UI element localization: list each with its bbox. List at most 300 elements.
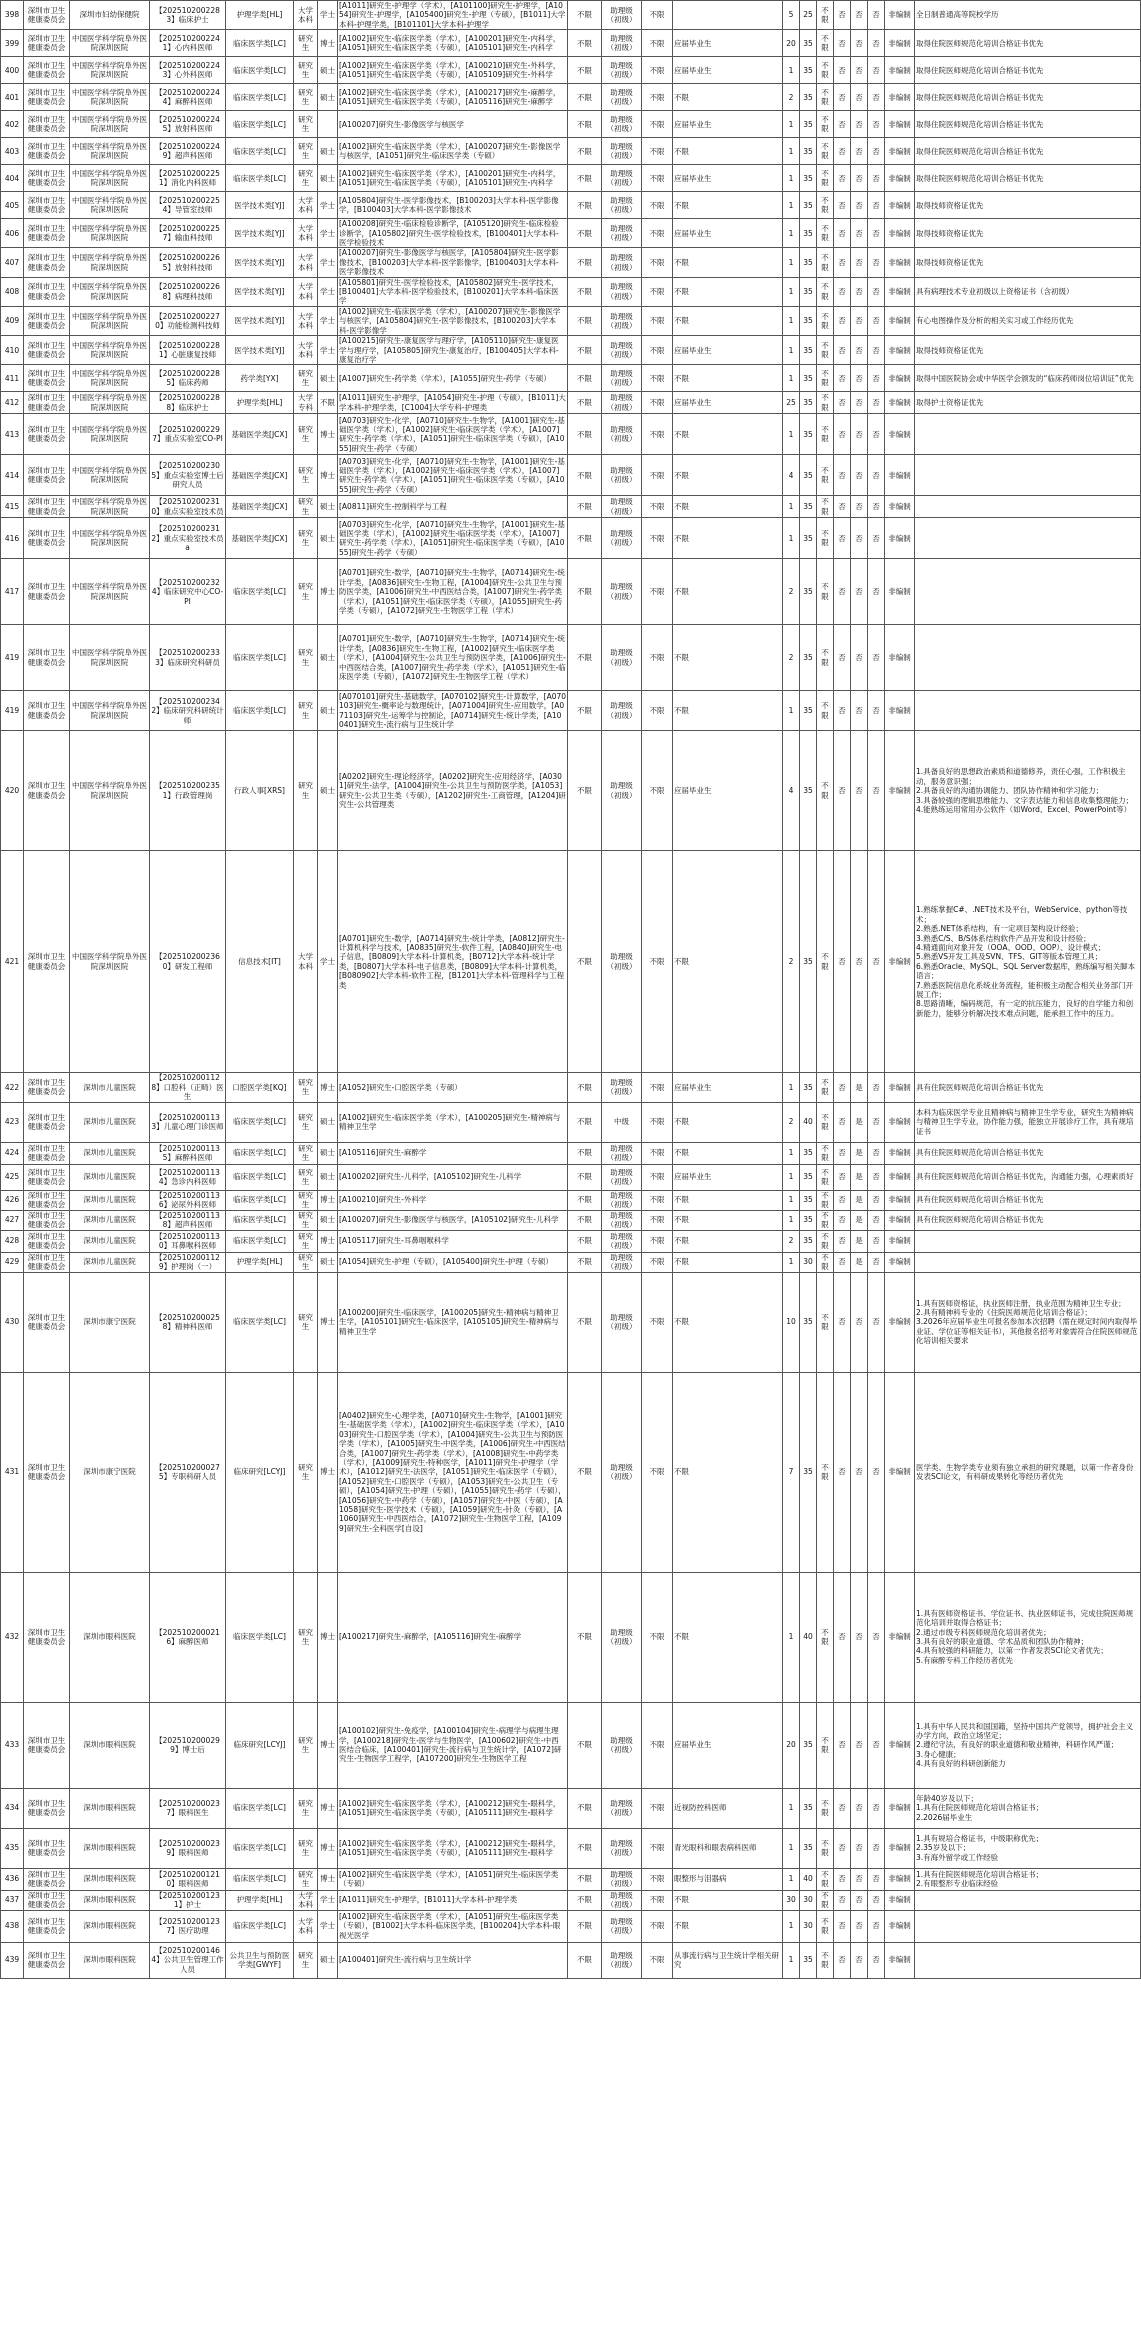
education-cell: 大学本科 [294,1910,318,1942]
other-requirements-cell: 1.熟练掌握C#、.NET技术及平台，WebService、python等技术； 2.熟悉.NET体系结构，有一定项目架构设计经验； 3.熟悉C/S、B/S体系结构软件产品开发和设计经验； 4.精通面向对象开发（OOA、OOD、OOP）、设计模式； 5.熟悉VS开发工具及SVN、TFS、GIT等版本管理工具； 6.熟悉Oracle、MySQL、SQL Server数据库，熟练编写相关脚本语言； 7.熟悉医院信息化系统业务流程，能积极主动配合相关业务部门开展工作； 8.思路清晰，编码规范，有一定的抗压能力，良好的自学能力和创新能力，能够分析解决技术难点问题，能承担工作中的压力。 [915,851,1141,1073]
gender-cell: 不限 [817,138,834,165]
major-requirement-cell: [A070101]研究生-基础数学，[A070102]研究生-计算数学，[A070103]研究生-概率论与数理统计，[A071004]研究生-应用数学，[A071103]研究生-运筹学与控制论，[A0714]研究生-统计学类，[A100401]研究生-流行病与卫生统计学 [339,692,567,730]
table-row [1,496,1141,518]
degree-cell: 博士 [318,455,338,496]
headcount-cell: 1 [783,414,800,455]
employer-cell: 中国医学科学院阜外医院深圳医院 [70,165,150,192]
title-level-cell: 助理级（初级） [602,625,642,691]
condition-3-cell: 否 [868,84,885,111]
degree-cell: 学士 [318,1910,338,1942]
age-limit-cell: 不限 [568,691,602,731]
condition-1-cell: 否 [834,1910,851,1942]
condition-2-cell: 否 [851,1868,868,1890]
candidate-source-cell: 应届毕业生 [673,165,783,192]
candidate-source-cell: 不限 [673,1142,783,1164]
other-requirements-cell [915,1910,1141,1942]
degree-cell: 硕士 [318,496,338,518]
gender-cell: 不限 [817,1210,834,1230]
title-level-cell: 助理级（初级） [602,219,642,248]
department-cell: 深圳市卫生健康委员会 [24,1142,70,1164]
age-limit-cell: 不限 [568,1073,602,1102]
row-number-cell: 417 [1,559,24,625]
max-age-cell: 30 [800,1252,817,1272]
gender-cell: 不限 [817,1572,834,1702]
candidate-source-cell: 不限 [673,518,783,559]
condition-3-cell: 否 [868,1828,885,1868]
table-row [1,1272,1141,1372]
max-age-cell: 35 [800,455,817,496]
condition-3-cell: 否 [868,248,885,277]
condition-3-cell: 否 [868,219,885,248]
position-category-cell: 医学技术类[YJ] [226,192,294,219]
title-level-cell: 助理级（初级） [602,84,642,111]
condition-3-cell: 否 [868,851,885,1073]
position-category-cell: 临床医学类[LC] [226,1142,294,1164]
row-number-cell: 424 [1,1142,24,1164]
condition-1-cell: 否 [834,111,851,138]
condition-1-cell: 否 [834,1230,851,1252]
gender-cell: 不限 [817,1890,834,1910]
department-cell: 深圳市卫生健康委员会 [24,1073,70,1102]
age-limit-cell: 不限 [568,1572,602,1702]
position-category-cell: 基础医学类[JCX] [226,496,294,518]
gender-cell: 不限 [817,84,834,111]
max-age-cell: 40 [800,1102,817,1142]
position-category-cell: 护理学类[HL] [226,1252,294,1272]
staffing-type-cell: 非编制 [885,165,915,192]
education-cell: 研究生 [294,1164,318,1190]
major-requirement-cell: [A1011]研究生-护理学（学术），[A101100]研究生-护理学，[A1054]研究生-护理学，[A105400]研究生-护理（专硕），[B1011]大学本科-护理学类，[B101101]大学本科-护理学 [338,1,568,30]
title-level-cell: 助理级（初级） [602,1190,642,1210]
education-cell: 大学本科 [294,1,318,30]
education-cell: 研究生 [294,1252,318,1272]
condition-1-cell: 否 [834,1272,851,1372]
other-requirements-cell: 具有病理技术专业初级以上资格证书（含初级） [915,277,1141,306]
max-age-cell: 35 [800,414,817,455]
other-requirements-cell: 具有住院医师规范化培训合格证书优先 [915,1210,1141,1230]
education-cell: 研究生 [294,455,318,496]
position-code-cell: 【2025102000239】眼科医师 [150,1828,226,1868]
age-limit-cell: 不限 [568,496,602,518]
title-level-cell: 助理级（初级） [602,1372,642,1572]
row-number-cell: 421 [1,851,24,1073]
age-limit-cell: 不限 [568,1702,602,1788]
headcount-cell: 25 [783,392,800,414]
staffing-type-cell: 非编制 [885,1,915,30]
position-code-cell: 【2025102002249】超声科医师 [150,138,226,165]
experience-cell: 不限 [642,84,673,111]
row-number-cell: 419 [1,625,24,691]
gender-cell: 不限 [817,219,834,248]
other-requirements-cell: 全日制普通高等院校学历 [915,1,1141,30]
condition-2-cell: 是 [851,1142,868,1164]
position-category-cell: 临床研究[LCYJ] [226,1372,294,1572]
row-number-cell: 429 [1,1252,24,1272]
gender-cell: 不限 [817,691,834,731]
staffing-type-cell: 非编制 [885,691,915,731]
staffing-type-cell: 非编制 [885,1164,915,1190]
title-level-cell: 助理级（初级） [602,559,642,625]
department-cell: 深圳市卫生健康委员会 [24,138,70,165]
degree-cell: 博士 [318,1372,338,1572]
department-cell: 深圳市卫生健康委员会 [24,1910,70,1942]
other-requirements-cell [915,1942,1141,1978]
condition-1-cell: 否 [834,30,851,57]
position-category-cell: 行政人事[XRS] [226,731,294,851]
degree-cell: 硕士 [318,518,338,559]
row-number-cell: 419 [1,691,24,731]
staffing-type-cell: 非编制 [885,851,915,1073]
education-cell: 研究生 [294,691,318,731]
employer-cell: 中国医学科学院阜外医院深圳医院 [70,192,150,219]
staffing-type-cell: 非编制 [885,1890,915,1910]
staffing-type-cell: 非编制 [885,414,915,455]
major-requirement-cell: [A0703]研究生-化学，[A0710]研究生-生物学，[A1001]研究生-基础医学类（学术），[A1002]研究生-临床医学类（学术），[A1007]研究生-药学类（学术），[A1051]研究生-临床医学类（专硕），[A1055]研究生-药学（专硕） [338,455,568,496]
employer-cell: 中国医学科学院阜外医院深圳医院 [70,414,150,455]
degree-cell: 硕士 [318,84,338,111]
position-code-cell: 【2025102000299】博士后 [150,1702,226,1788]
degree-cell: 学士 [318,1,338,30]
education-cell: 研究生 [294,559,318,625]
department-cell: 深圳市卫生健康委员会 [24,165,70,192]
experience-cell: 不限 [642,392,673,414]
staffing-type-cell: 非编制 [885,392,915,414]
education-cell: 研究生 [294,625,318,691]
employer-cell: 中国医学科学院阜外医院深圳医院 [70,306,150,335]
age-limit-cell: 不限 [568,277,602,306]
row-number-cell: 436 [1,1868,24,1890]
education-cell: 研究生 [294,1572,318,1702]
staffing-type-cell: 非编制 [885,1828,915,1868]
headcount-cell: 1 [783,1073,800,1102]
age-limit-cell: 不限 [568,306,602,335]
degree-cell: 硕士 [318,1164,338,1190]
employer-cell: 深圳市眼科医院 [70,1868,150,1890]
title-level-cell: 助理级（初级） [602,1073,642,1102]
employer-cell: 深圳市儿童医院 [70,1164,150,1190]
position-category-cell: 临床医学类[LC] [226,165,294,192]
experience-cell: 不限 [642,1190,673,1210]
other-requirements-cell: 医学类、生物学类专业须有独立承担的研究课题，以第一作者身份发表SCI论文，有科研成果转化等经历者优先 [915,1372,1141,1572]
age-limit-cell: 不限 [568,1868,602,1890]
position-category-cell: 临床医学类[LC] [226,1572,294,1702]
employer-cell: 深圳市眼科医院 [70,1788,150,1828]
position-category-cell: 临床医学类[LC] [226,625,294,691]
candidate-source-cell: 应届毕业生 [673,57,783,84]
headcount-cell: 5 [783,1,800,30]
title-level-cell: 助理级（初级） [602,57,642,84]
degree-cell: 硕士 [318,1942,338,1978]
staffing-type-cell: 非编制 [885,336,915,365]
headcount-cell: 1 [783,1190,800,1210]
experience-cell: 不限 [642,1788,673,1828]
experience-cell: 不限 [642,455,673,496]
headcount-cell: 1 [783,1942,800,1978]
table-row [1,1073,1141,1102]
staffing-type-cell: 非编制 [885,1102,915,1142]
gender-cell: 不限 [817,165,834,192]
position-code-cell: 【2025102001464】公共卫生管理工作人员 [150,1942,226,1978]
headcount-cell: 1 [783,277,800,306]
other-requirements-cell: 取得技师资格证优先 [915,248,1141,277]
table-row [1,559,1141,625]
headcount-cell: 4 [783,455,800,496]
other-requirements-cell: 1.具有规培合格证书，中级职称优先； 2.35岁及以下； 3.有海外留学或工作经验 [915,1828,1141,1868]
gender-cell: 不限 [817,336,834,365]
major-requirement-cell: [A1002]研究生-临床医学类（学术），[A100210]研究生-外科学，[A1051]研究生-临床医学类（专硕），[A105109]研究生-外科学 [338,57,568,84]
major-requirement-cell: [A0811]研究生-控制科学与工程 [338,496,568,518]
gender-cell: 不限 [817,1102,834,1142]
major-requirement-cell: [A0402]研究生-心理学类，[A0710]研究生-生物学，[A1001]研究生-基础医学类（学术），[A1002]研究生-临床医学类（学术），[A1003]研究生-口腔医学类（学术），[A1004]研究生-公共卫生与预防医学类（学术），[A1005]研究生-中医学类，[A1006]研究生-中西医结合类，[A1007]研究生-药学类（学术），[A1008]研究生-中药学类（学术），[A1009]研究生-特种医学，[A1011]研究生-护理学（学术），[A1012]研究生-法医学，[A1051]研究生-临床医学（专硕），[A1052]研究生-口腔医学（专硕），[A1053]研究生-公共卫生（专硕），[A1054]研究生-护理（专硕），[A1055]研究生-药学（专硕），[A1056]研究生-中药学（专硕），[A1057]研究生-中医（专硕），[A1058]研究生-医学技术（专硕），[A1059]研究生-针灸（专硕），[A1060]研究生-中西医结合，[A1072]研究生-生物医学工程，[A1099]研究生-全科医学[自设] [338,1372,568,1572]
education-cell: 研究生 [294,1702,318,1788]
major-requirement-cell: [A1011]研究生-护理学，[B1011]大学本科-护理学类 [338,1890,568,1910]
max-age-cell: 35 [800,192,817,219]
candidate-source-cell: 不限 [673,1230,783,1252]
education-cell: 研究生 [294,57,318,84]
degree-cell: 硕士 [318,165,338,192]
age-limit-cell: 不限 [568,1102,602,1142]
max-age-cell: 35 [800,392,817,414]
candidate-source-cell: 不限 [673,1252,783,1272]
candidate-source-cell: 不限 [673,1572,783,1702]
candidate-source-cell: 不限 [673,248,783,277]
experience-cell: 不限 [642,496,673,518]
table-row [1,414,1141,455]
department-cell: 深圳市卫生健康委员会 [24,1572,70,1702]
position-category-cell: 基础医学类[JCX] [226,518,294,559]
department-cell: 深圳市卫生健康委员会 [24,111,70,138]
table-row [1,1142,1141,1164]
age-limit-cell: 不限 [568,138,602,165]
headcount-cell: 2 [783,1230,800,1252]
condition-2-cell: 否 [851,1702,868,1788]
major-requirement-cell: [A1054]研究生-护理（专硕），[A105400]研究生-护理（专硕） [338,1252,568,1272]
title-level-cell: 助理级（初级） [602,1272,642,1372]
experience-cell: 不限 [642,248,673,277]
condition-3-cell: 否 [868,1702,885,1788]
experience-cell: 不限 [642,111,673,138]
position-category-cell: 临床医学类[LC] [226,559,294,625]
other-requirements-cell: 取得住院医师规范化培训合格证书优先 [915,165,1141,192]
condition-1-cell: 否 [834,1210,851,1230]
position-code-cell: 【2025102001129】护理岗（一） [150,1252,226,1272]
candidate-source-cell: 应届毕业生 [673,392,783,414]
degree-cell: 硕士 [318,1210,338,1230]
table-row [1,1210,1141,1230]
employer-cell: 深圳市儿童医院 [70,1102,150,1142]
employer-cell: 中国医学科学院阜外医院深圳医院 [70,731,150,851]
title-level-cell: 助理级（初级） [602,165,642,192]
position-code-cell: 【2025102002241】心内科医师 [150,30,226,57]
title-level-cell: 助理级（初级） [602,30,642,57]
other-requirements-cell: 取得护士资格证优先 [915,392,1141,414]
position-category-cell: 护理学类[HL] [226,1890,294,1910]
headcount-cell: 1 [783,1210,800,1230]
condition-2-cell: 是 [851,1252,868,1272]
max-age-cell: 35 [800,731,817,851]
other-requirements-cell: 有心电图操作及分析的相关实习或工作经历优先 [915,306,1141,335]
degree-cell: 博士 [318,1868,338,1890]
staffing-type-cell: 非编制 [885,496,915,518]
table-row [1,1572,1141,1702]
condition-3-cell: 否 [868,518,885,559]
position-code-cell: 【2025102002283】临床护士 [150,1,226,30]
title-level-cell: 助理级（初级） [602,1702,642,1788]
condition-2-cell: 否 [851,1890,868,1910]
position-code-cell: 【2025102002310】重点实验室技术员 [151,497,224,516]
experience-cell: 不限 [642,165,673,192]
gender-cell: 不限 [817,30,834,57]
staffing-type-cell: 非编制 [885,1252,915,1272]
degree-cell: 博士 [318,559,338,625]
table-row [1,851,1141,1073]
employer-cell: 深圳市儿童医院 [70,1210,150,1230]
other-requirements-cell [915,559,1141,625]
staffing-type-cell: 非编制 [885,306,915,335]
max-age-cell: 35 [800,138,817,165]
employer-cell: 深圳市儿童医院 [70,1252,150,1272]
age-limit-cell: 不限 [568,414,602,455]
candidate-source-cell: 不限 [673,192,783,219]
gender-cell: 不限 [817,1828,834,1868]
table-row [1,219,1141,248]
condition-1-cell: 否 [834,1890,851,1910]
condition-3-cell: 否 [868,1572,885,1702]
title-level-cell: 助理级（初级） [602,1910,642,1942]
degree-cell: 博士 [318,1230,338,1252]
employer-cell: 深圳市儿童医院 [70,1190,150,1210]
max-age-cell: 35 [800,691,817,731]
employer-cell: 中国医学科学院阜外医院深圳医院 [70,392,150,414]
candidate-source-cell: 不限 [673,138,783,165]
candidate-source-cell: 应届毕业生 [673,1164,783,1190]
table-row [1,625,1141,691]
employer-cell: 深圳市眼科医院 [70,1828,150,1868]
education-cell: 大学本科 [294,851,318,1073]
experience-cell: 不限 [642,1142,673,1164]
employer-cell: 中国医学科学院阜外医院深圳医院 [70,518,150,559]
position-category-cell: 口腔医学类[KQ] [226,1073,294,1102]
max-age-cell: 35 [800,165,817,192]
candidate-source-cell: 应届毕业生 [673,219,783,248]
position-code-cell: 【2025102001133】儿童心理门诊医师 [150,1102,226,1142]
employer-cell: 中国医学科学院阜外医院深圳医院 [70,138,150,165]
headcount-cell: 1 [783,219,800,248]
position-category-cell: 基础医学类[JCX] [226,455,294,496]
max-age-cell: 35 [800,248,817,277]
condition-2-cell: 否 [851,1788,868,1828]
position-category-cell: 医学技术类[YJ] [226,219,294,248]
condition-1-cell: 否 [834,392,851,414]
headcount-cell: 1 [783,111,800,138]
position-category-cell: 临床医学类[LC] [226,691,294,731]
condition-1-cell: 否 [834,625,851,691]
age-limit-cell: 不限 [568,1252,602,1272]
experience-cell: 不限 [642,691,673,731]
department-cell: 深圳市卫生健康委员会 [24,518,70,559]
row-number-cell: 428 [1,1230,24,1252]
row-number-cell: 431 [1,1372,24,1572]
employer-cell: 中国医学科学院阜外医院深圳医院 [70,625,150,691]
department-cell: 深圳市卫生健康委员会 [24,731,70,851]
max-age-cell: 35 [800,1164,817,1190]
gender-cell: 不限 [817,731,834,851]
position-code-cell: 【2025102002244】麻醉科医师 [150,84,226,111]
major-requirement-cell: [A100217]研究生-麻醉学，[A105116]研究生-麻醉学 [338,1572,568,1702]
gender-cell: 不限 [817,277,834,306]
position-code-cell: 【2025102002360】研发工程师 [150,851,226,1073]
position-category-cell: 临床医学类[LC] [226,138,294,165]
candidate-source-cell: 青光眼科和眼表病科医师 [673,1828,783,1868]
major-requirement-cell: [A100210]研究生-外科学 [338,1190,568,1210]
position-category-cell: 信息技术[IT] [226,851,294,1073]
staffing-type-cell: 非编制 [885,1073,915,1102]
department-cell: 深圳市卫生健康委员会 [24,691,70,731]
education-cell: 研究生 [294,165,318,192]
headcount-cell: 20 [783,30,800,57]
major-requirement-cell: [A100207]研究生-影像医学与核医学，[A105102]研究生-儿科学 [338,1210,568,1230]
major-requirement-cell: [A1002]研究生-临床医学类（学术），[A100207]研究生-影像医学与核医学，[A105804]研究生-医学影像技术，[B100203]大学本科-医学影像学 [338,306,568,335]
education-cell: 研究生 [294,1828,318,1868]
experience-cell: 不限 [642,1164,673,1190]
table-row [1,138,1141,165]
gender-cell: 不限 [817,248,834,277]
age-limit-cell: 不限 [568,1190,602,1210]
experience-cell: 不限 [642,1073,673,1102]
department-cell: 深圳市卫生健康委员会 [24,625,70,691]
headcount-cell: 1 [783,248,800,277]
staffing-type-cell: 非编制 [885,1230,915,1252]
condition-1-cell: 否 [834,57,851,84]
age-limit-cell: 不限 [568,365,602,392]
condition-1-cell: 否 [834,248,851,277]
title-level-cell: 助理级（初级） [602,1252,642,1272]
degree-cell: 学士 [318,192,338,219]
education-cell: 研究生 [294,1230,318,1252]
degree-cell: 学士 [318,336,338,365]
major-requirement-cell: [A1002]研究生-临床医学类（学术），[A100217]研究生-麻醉学，[A1051]研究生-临床医学类（专硕），[A105116]研究生-麻醉学 [338,84,568,111]
row-number-cell: 427 [1,1210,24,1230]
condition-1-cell: 否 [834,1252,851,1272]
position-code-cell: 【2025102002270】功能检测科技师 [150,306,226,335]
department-cell: 深圳市卫生健康委员会 [24,392,70,414]
department-cell: 深圳市卫生健康委员会 [24,219,70,248]
position-code-cell: 【2025102001231】护士 [150,1890,226,1910]
age-limit-cell: 不限 [568,1890,602,1910]
candidate-source-cell: 不限 [673,691,783,731]
headcount-cell: 1 [783,496,800,518]
age-limit-cell: 不限 [568,219,602,248]
row-number-cell: 398 [1,1,24,30]
experience-cell: 不限 [642,1828,673,1868]
position-category-cell: 医学技术类[YJ] [226,277,294,306]
max-age-cell: 35 [800,1142,817,1164]
headcount-cell: 2 [783,625,800,691]
row-number-cell: 404 [1,165,24,192]
candidate-source-cell: 不限 [673,496,783,518]
position-code-cell: 【2025102002245】放射科医师 [150,111,226,138]
position-category-cell: 临床医学类[LC] [226,1272,294,1372]
candidate-source-cell: 不限 [673,559,783,625]
headcount-cell: 1 [783,57,800,84]
education-cell: 研究生 [294,1142,318,1164]
candidate-source-cell: 不限 [673,1910,783,1942]
max-age-cell: 35 [800,1702,817,1788]
other-requirements-cell: 具有住院医师规范化培训合格证书优先，沟通能力强，心理素质好 [915,1164,1141,1190]
headcount-cell: 1 [783,691,800,731]
row-number-cell: 426 [1,1190,24,1210]
table-row [1,518,1141,559]
